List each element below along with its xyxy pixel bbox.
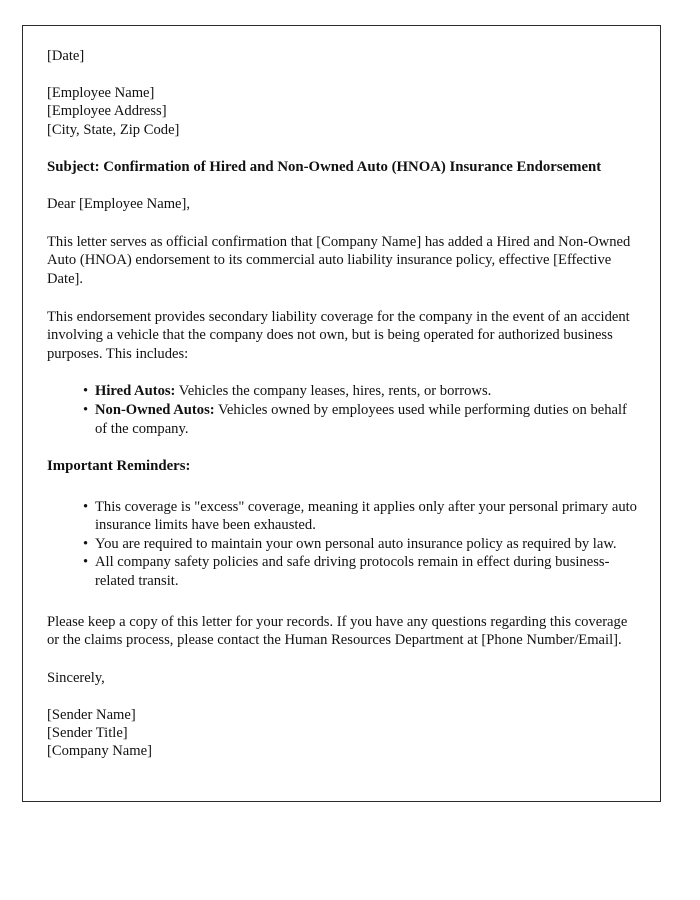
recipient-line-name: [Employee Name] [47,85,155,102]
signature-sender-title: [Sender Title] [47,725,128,742]
date-placeholder: [Date] [47,48,85,64]
spacer-after-salutation [47,214,637,233]
list-item: • All company safety policies and safe driving protocols remain in effect during business-related transit. [83,553,637,590]
recipient-line-address: [Employee Address] [47,103,167,120]
letter-content [47,47,637,761]
reminders-list [47,498,637,591]
coverage-item-text: Vehicles owned by employees used while performing duties on behalf of the company. [95,401,627,437]
signature-sender-name: [Sender Name] [47,706,136,723]
salutation: Dear [Employee Name], [47,196,191,213]
spacer-after-recipient [47,139,637,158]
recipient-line-city-state-zip: [City, State, Zip Code] [47,121,180,138]
coverage-item-lead: Non-Owned Autos: [95,401,215,418]
coverage-list [47,382,637,438]
spacer-before-reminders-list [47,476,637,498]
coverage-item-text: Vehicles the company leases, hires, rents, or borrows. [175,383,492,400]
spacer-after-intro [47,289,637,308]
paragraph-closing: Please keep a copy of this letter for your records. If you have any questions regarding this coverage or the claims process, please contact the Human Resources Department at [Phone Number/Email]. [47,613,628,649]
list-item [83,382,637,401]
spacer-after-coverage-list [47,438,637,457]
spacer-before-signoff [47,650,637,669]
reminders-heading: Important Reminders: [47,458,191,475]
spacer-after-reminders-list [47,591,637,613]
signature-company-name: [Company Name] [47,743,152,760]
spacer-after-date [47,65,637,84]
spacer-after-subject [47,176,637,195]
paragraph-coverage: This endorsement provides secondary liability coverage for the company in the event of an accident involving a vehicle that the company does not own, but is being operated for authorized business purposes. This includes: [47,308,630,362]
recipient-address-block [47,84,637,139]
subject-line: Subject: Confirmation of Hired and Non-Owned Auto (HNOA) Insurance Endorsement [47,158,602,175]
paragraph-intro: This letter serves as official confirmation that [Company Name] has added a Hired and Non-Owned Auto (HNOA) endorsement to its commercial auto liability insurance policy, effective [Effective Date]. [47,233,631,287]
sign-off: Sincerely, [47,669,105,686]
letter-page [22,25,661,802]
spacer-before-coverage-list [47,363,637,382]
list-item: • You are required to maintain your own personal auto insurance policy as required by law. [83,535,637,554]
list-item: • This coverage is "excess" coverage, meaning it applies only after your personal primary auto insurance limits have been exhausted. [83,498,637,535]
coverage-item-lead: Hired Autos: [95,383,176,400]
list-item [83,401,637,438]
signature-block [47,706,637,761]
spacer-before-signature [47,687,637,706]
